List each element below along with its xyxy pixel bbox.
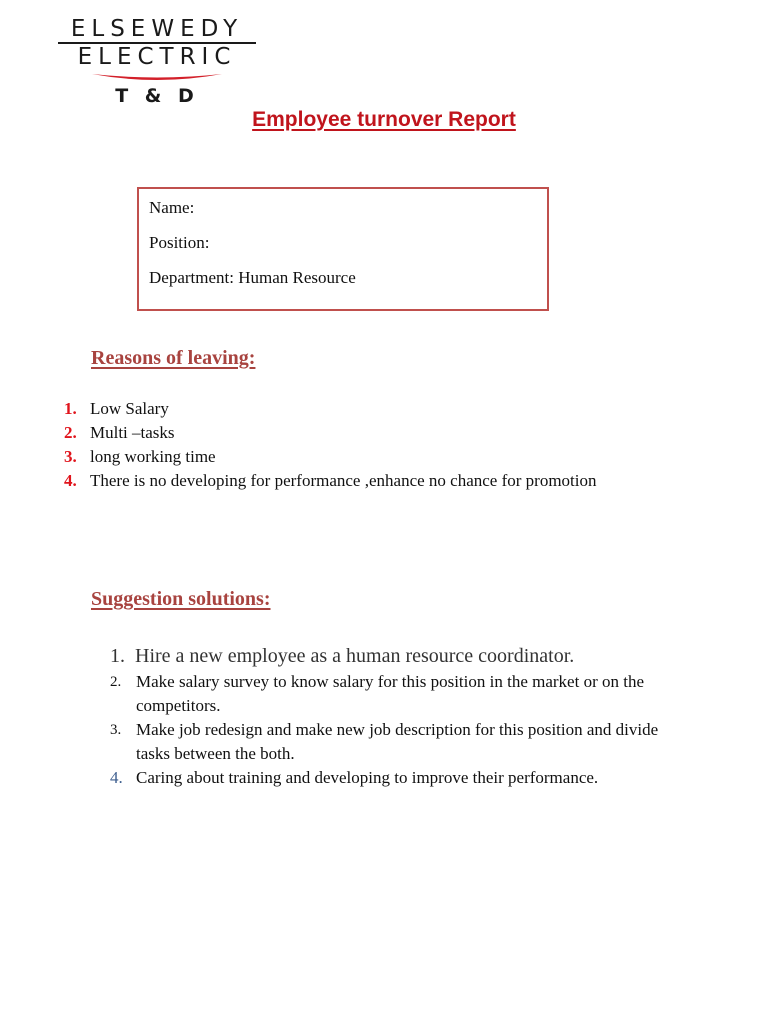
list-number: 1.	[110, 645, 125, 667]
solutions-heading: Suggestion solutions:	[91, 588, 271, 610]
list-item-text: Hire a new employee as a human resource coordinator.	[135, 645, 575, 667]
name-label: Name:	[149, 198, 195, 217]
list-item	[110, 670, 690, 718]
solutions-list	[110, 642, 690, 790]
reasons-list	[64, 397, 624, 493]
list-item-text: Multi –tasks	[90, 423, 175, 442]
logo-line-2: ELECTRIC	[77, 44, 237, 70]
report-title: Employee turnover Report	[252, 108, 516, 131]
list-item	[110, 718, 690, 766]
employee-info-box	[137, 187, 549, 311]
logo-line-3: T & D	[115, 85, 199, 107]
list-item-text: Caring about training and developing to improve their performance.	[136, 768, 599, 787]
list-item-text: long working time	[90, 447, 216, 466]
list-item	[64, 469, 624, 493]
list-item	[110, 766, 690, 790]
reasons-heading: Reasons of leaving:	[91, 347, 256, 369]
position-label: Position:	[149, 233, 210, 252]
list-number: 1.	[64, 399, 77, 418]
department-line: Department: Human Resource	[149, 268, 356, 287]
list-item-text: Make salary survey to know salary for this position in the market or on the competitors.	[136, 672, 644, 715]
list-item	[64, 445, 624, 469]
company-logo	[52, 14, 262, 110]
list-number: 3.	[64, 447, 77, 466]
list-item	[110, 642, 690, 670]
list-item	[64, 397, 624, 421]
list-number: 3.	[110, 722, 122, 738]
list-item-text: Low Salary	[90, 399, 169, 418]
list-number: 4.	[110, 768, 123, 787]
list-item-text: Make job redesign and make new job description for this position and divide tasks between the both.	[136, 720, 659, 763]
list-number: 2.	[64, 423, 77, 442]
list-item	[64, 421, 624, 445]
list-item-text: There is no developing for performance ,enhance no chance for promotion	[90, 471, 597, 490]
list-number: 2.	[110, 674, 122, 690]
list-number: 4.	[64, 471, 77, 490]
logo-line-1: ELSEWEDY	[70, 16, 244, 42]
